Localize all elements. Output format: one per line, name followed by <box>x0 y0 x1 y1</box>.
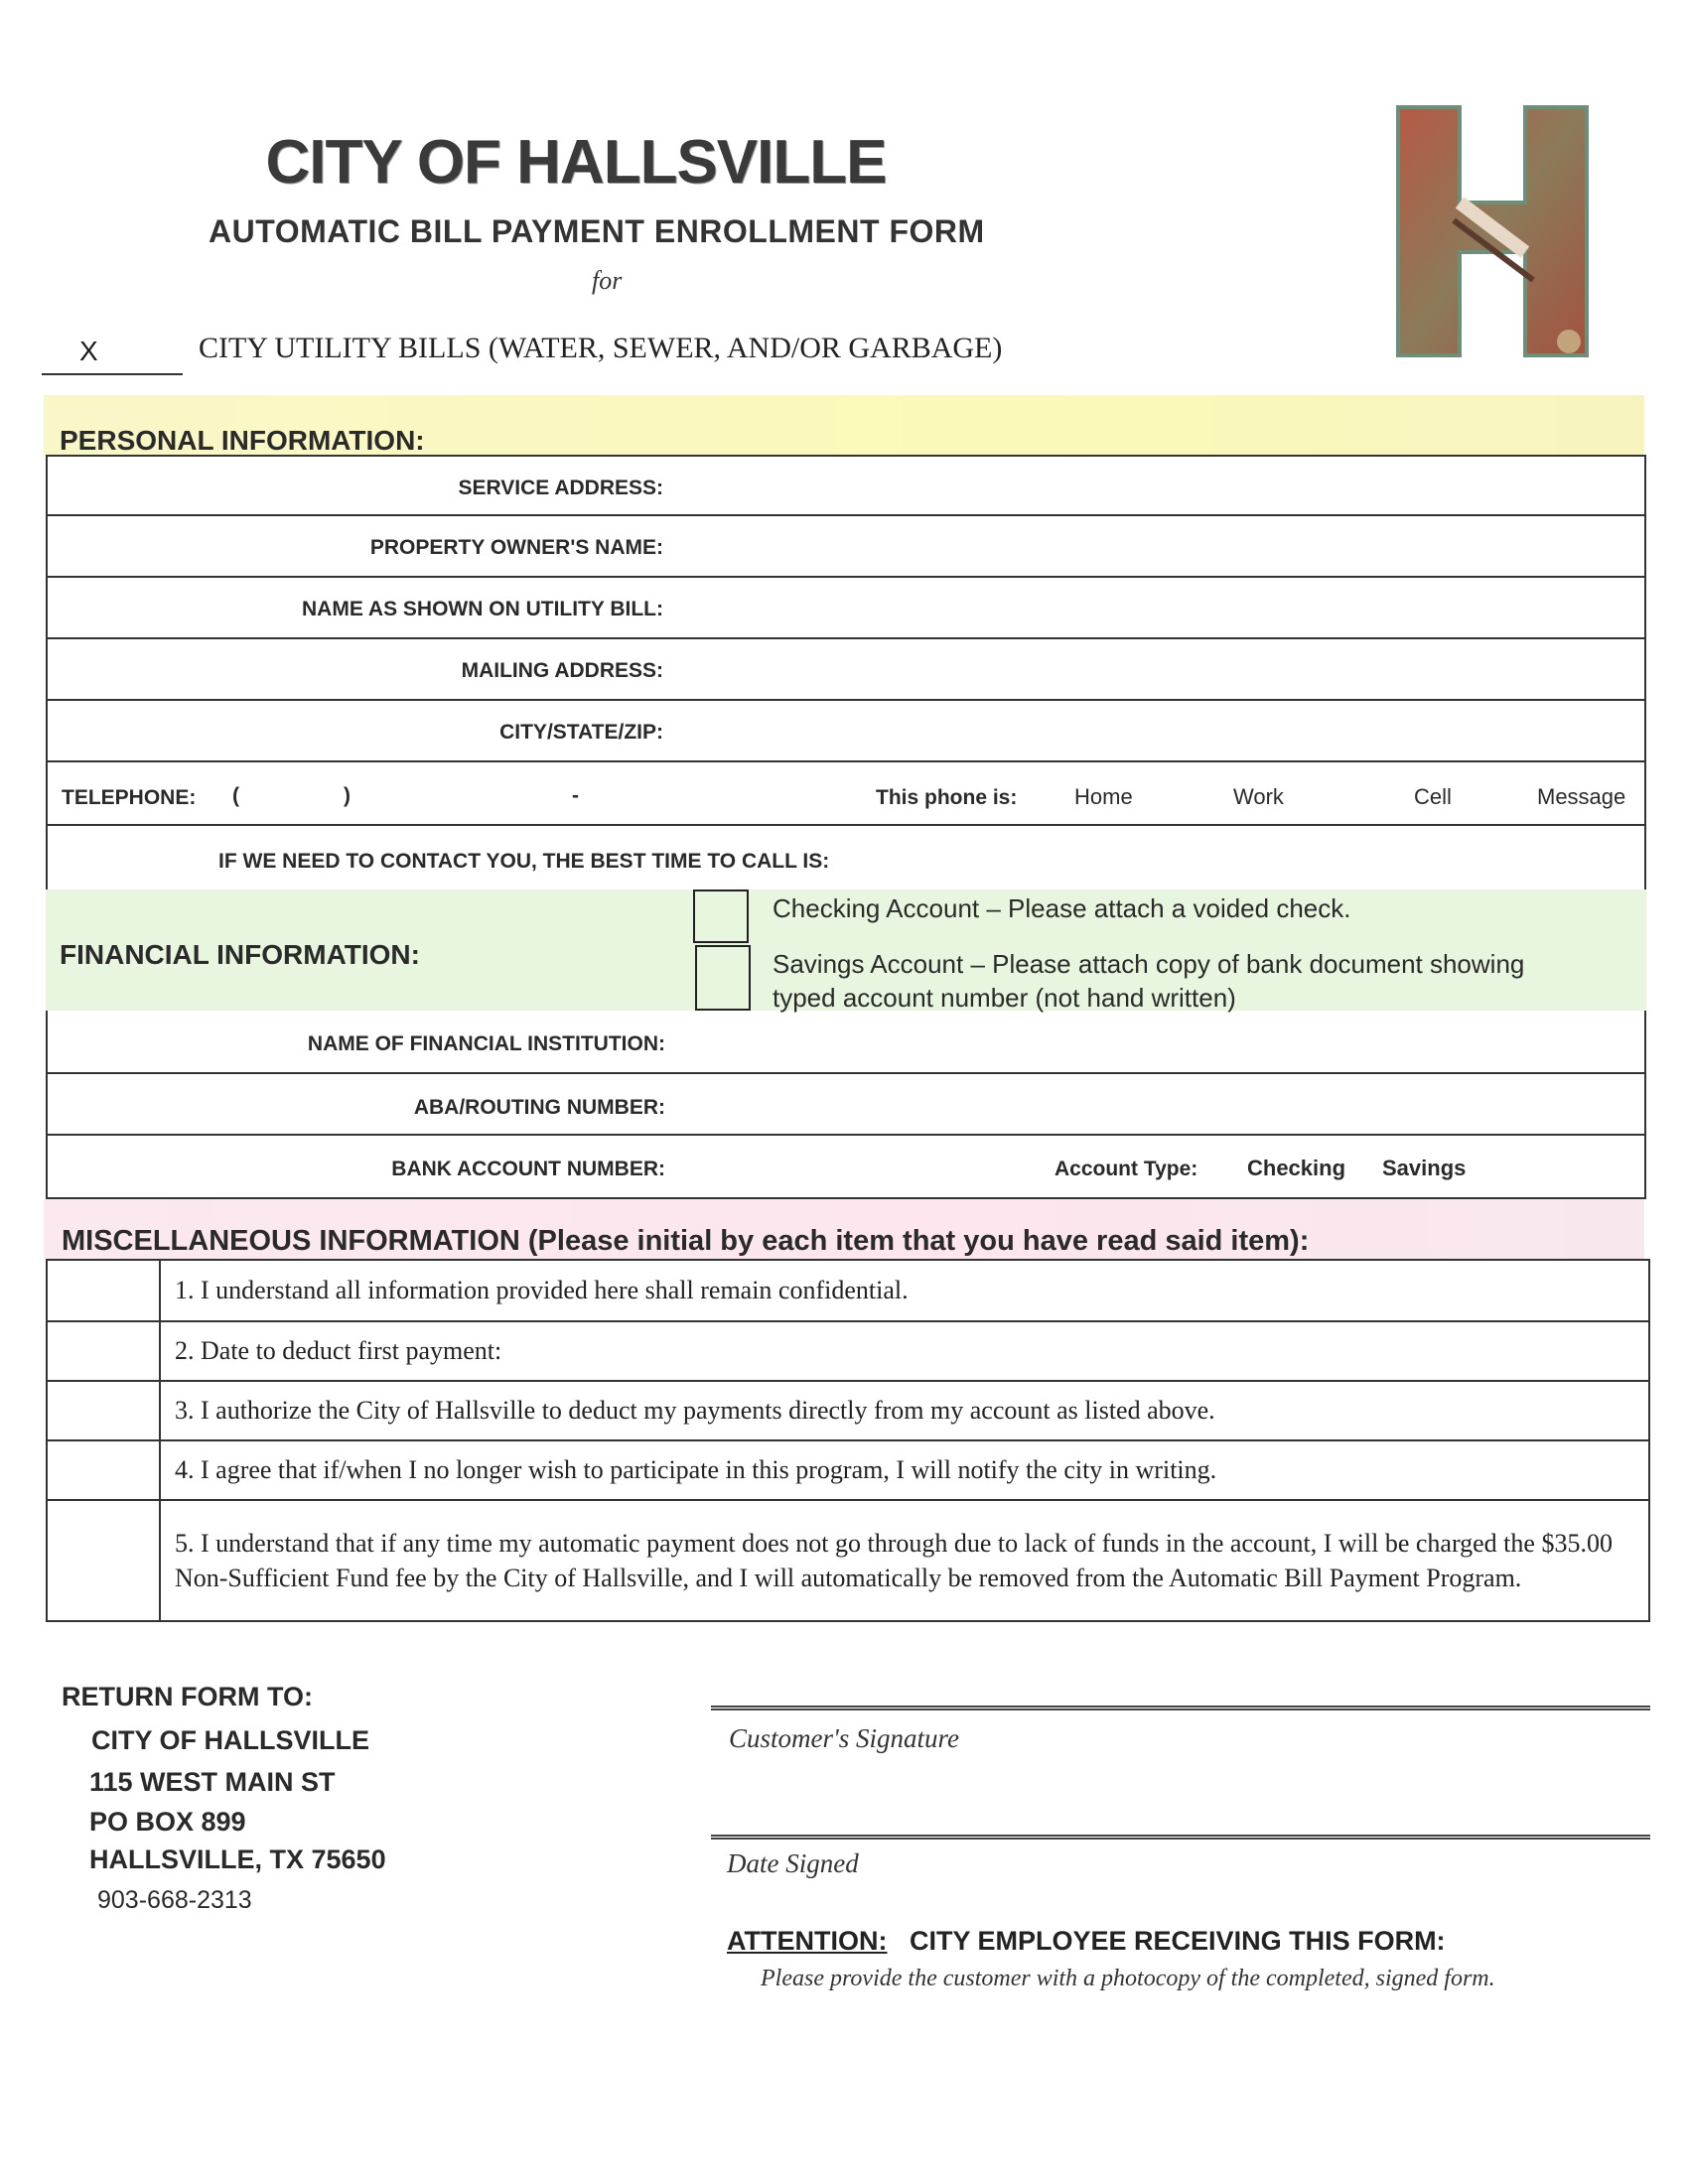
city-state-zip-label: CITY/STATE/ZIP: <box>499 721 663 744</box>
phone-type-label: This phone is: <box>876 786 1018 809</box>
bill-name-row[interactable] <box>46 578 1646 639</box>
page-title: CITY OF HALLSVILLE <box>265 128 887 197</box>
misc-item-3: 3. I authorize the City of Hallsville to deduct my payments directly from my account as listed above. <box>160 1381 1649 1440</box>
misc-section-title: MISCELLANEOUS INFORMATION (Please initial by each item that you have read said item): <box>62 1225 1310 1257</box>
return-line-2: 115 WEST MAIN ST <box>89 1767 336 1797</box>
mailing-address-row[interactable] <box>46 639 1646 701</box>
account-number-row[interactable] <box>46 1136 1646 1199</box>
initial-box-3[interactable] <box>47 1381 160 1440</box>
routing-label: ABA/ROUTING NUMBER: <box>413 1096 665 1119</box>
misc-item-5: 5. I understand that if any time my automatic payment does not go through due to lack of funds in the account, I will be charged the $35.00 Non-Sufficient Fund fee by the City of Hallsville, and I will automatically be removed from the Automatic Bill Payment Program. <box>160 1500 1649 1621</box>
misc-item-row <box>47 1440 1649 1500</box>
best-time-label: IF WE NEED TO CONTACT YOU, THE BEST TIME TO CALL IS: <box>218 850 830 873</box>
area-code-close: ) <box>344 784 351 807</box>
return-heading: RETURN FORM TO: <box>62 1682 313 1711</box>
savings-account-checkbox[interactable] <box>695 945 751 1011</box>
initial-box-1[interactable] <box>47 1260 160 1321</box>
bill-name-label: NAME AS SHOWN ON UTILITY BILL: <box>302 598 663 620</box>
institution-label: NAME OF FINANCIAL INSTITUTION: <box>307 1032 665 1055</box>
mailing-address-label: MAILING ADDRESS: <box>461 659 663 682</box>
misc-item-row <box>47 1260 1649 1321</box>
institution-row[interactable] <box>46 1011 1646 1074</box>
phone-type-work[interactable]: Work <box>1233 784 1284 809</box>
personal-section-title: PERSONAL INFORMATION: <box>60 425 425 456</box>
phone-type-home[interactable]: Home <box>1074 784 1133 809</box>
return-phone: 903-668-2313 <box>97 1886 252 1914</box>
routing-row[interactable] <box>46 1072 1646 1136</box>
financial-section-title: FINANCIAL INFORMATION: <box>60 939 420 970</box>
customer-signature-label: Customer's Signature <box>729 1723 960 1753</box>
return-line-4: HALLSVILLE, TX 75650 <box>89 1844 386 1874</box>
misc-item-row <box>47 1381 1649 1440</box>
for-text: for <box>592 266 623 295</box>
initial-box-4[interactable] <box>47 1440 160 1500</box>
account-type-savings[interactable]: Savings <box>1382 1156 1467 1180</box>
phone-dash: - <box>572 784 579 807</box>
bill-type-selection[interactable]: X <box>79 336 98 366</box>
initial-box-5[interactable] <box>47 1500 160 1621</box>
attention-text: Please provide the customer with a photocopy of the completed, signed form. <box>761 1966 1495 1991</box>
telephone-row[interactable] <box>46 762 1646 826</box>
phone-type-message[interactable]: Message <box>1537 784 1626 809</box>
date-signed-label: Date Signed <box>727 1848 859 1878</box>
form-subtitle: AUTOMATIC BILL PAYMENT ENROLLMENT FORM <box>209 213 985 249</box>
misc-item-2: 2. Date to deduct first payment: <box>160 1321 1649 1381</box>
attention-heading: CITY EMPLOYEE RECEIVING THIS FORM: <box>910 1926 1446 1956</box>
misc-item-1: 1. I understand all information provided here shall remain confidential. <box>160 1260 1649 1321</box>
attention-label: ATTENTION: <box>727 1926 888 1956</box>
service-address-row[interactable] <box>46 455 1646 516</box>
phone-type-cell[interactable]: Cell <box>1414 784 1452 809</box>
checking-account-checkbox[interactable] <box>693 889 749 943</box>
initial-box-2[interactable] <box>47 1321 160 1381</box>
return-line-3: PO BOX 899 <box>89 1807 246 1837</box>
savings-account-option-note: typed account number (not hand written) <box>773 983 1236 1013</box>
owner-name-label: PROPERTY OWNER'S NAME: <box>369 536 663 559</box>
bill-type-label: CITY UTILITY BILLS (WATER, SEWER, AND/OR GARBAGE) <box>199 332 1003 364</box>
owner-name-row[interactable] <box>46 516 1646 578</box>
customer-signature-line[interactable] <box>711 1706 1650 1710</box>
savings-account-option: Savings Account – Please attach copy of bank document showing <box>773 949 1525 979</box>
return-line-1: CITY OF HALLSVILLE <box>91 1725 370 1755</box>
account-number-label: BANK ACCOUNT NUMBER: <box>391 1158 665 1180</box>
best-time-row[interactable] <box>46 826 1646 891</box>
area-code-open: ( <box>232 784 239 807</box>
account-type-checking[interactable]: Checking <box>1247 1156 1346 1180</box>
misc-item-row <box>47 1321 1649 1381</box>
selection-line <box>42 373 183 375</box>
misc-acknowledgement-table <box>46 1259 1650 1622</box>
date-signed-line[interactable] <box>711 1835 1650 1840</box>
city-state-zip-row[interactable] <box>46 701 1646 762</box>
misc-item-4: 4. I agree that if/when I no longer wish to participate in this program, I will notify the city in writing. <box>160 1440 1649 1500</box>
service-address-label: SERVICE ADDRESS: <box>458 477 663 499</box>
city-logo <box>1394 103 1593 363</box>
telephone-label: TELEPHONE: <box>62 786 197 809</box>
account-type-label: Account Type: <box>1055 1158 1198 1180</box>
checking-account-option: Checking Account – Please attach a voided check. <box>773 893 1351 923</box>
misc-item-row <box>47 1500 1649 1621</box>
